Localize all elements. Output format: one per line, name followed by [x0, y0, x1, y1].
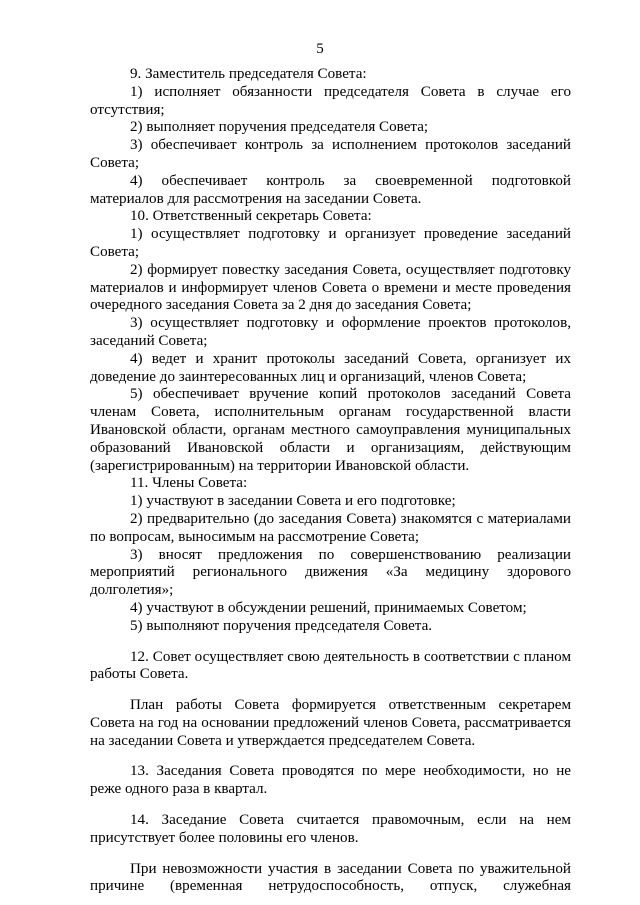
paragraph: 2) предварительно (до заседания Совета) знакомятся с материалами по вопросам, выносимым на рассмотрение Совета; — [90, 510, 571, 545]
paragraph: 2) выполняет поручения председателя Совета; — [130, 119, 429, 136]
paragraph: 4) ведет и хранит протоколы заседаний Совета, организует их доведение до заинтересованных лиц и организаций, членов Совета; — [90, 350, 571, 385]
paragraph: 5) выполняют поручения председателя Совета. — [130, 617, 433, 634]
paragraph: 13. Заседания Совета проводятся по мере необходимости, но не реже одного раза в квартал. — [90, 763, 571, 798]
paragraph: 2) формирует повестку заседания Совета, осуществляет подготовку материалов и информирует членов Совета о времени и месте проведения очередного заседания Совета за 2 дня до заседания Совета; — [90, 261, 571, 314]
paragraph: 1) исполняет обязанности председателя Совета в случае его отсутствия; — [90, 83, 571, 118]
document-body — [90, 66, 571, 896]
paragraph: При невозможности участия в заседании Совета по уважительной причине (временная нетрудоспособность, отпуск, служебная — [90, 860, 571, 895]
paragraph: 3) осуществляет подготовку и оформление проектов протоколов, заседаний Совета; — [90, 315, 571, 349]
paragraph: 14. Заседание Совета считается правомочным, если на нем присутствует более половины его членов. — [90, 812, 571, 846]
paragraph: 10. Ответственный секретарь Совета: — [130, 208, 372, 225]
paragraph: 11. Члены Совета: — [130, 475, 248, 492]
paragraph: 9. Заместитель председателя Совета: — [130, 66, 367, 82]
paragraph: 3) обеспечивает контроль за исполнением протоколов заседаний Совета; — [90, 137, 571, 171]
paragraph: 12. Совет осуществляет свою деятельность в соответствии с планом работы Совета. — [90, 648, 571, 683]
paragraph: 3) вносят предложения по совершенствованию реализации мероприятий регионального движения «За медицину здорового долголетия»; — [90, 546, 571, 599]
paragraph: 1) осуществляет подготовку и организует проведение заседаний Совета; — [90, 226, 571, 260]
page-number: 5 — [316, 41, 324, 57]
paragraph: 1) участвуют в заседании Совета и его подготовке; — [130, 493, 456, 510]
paragraph: План работы Совета формируется ответственным секретарем Совета на год на основании предложений членов Совета, рассматривается на заседании Совета и утверждается председателем Совета. — [90, 697, 571, 749]
paragraph: 4) участвуют в обсуждении решений, принимаемых Советом; — [130, 599, 527, 616]
paragraph: 5) обеспечивает вручение копий протоколов заседаний Совета членам Совета, исполнительным органам государственной власти Ивановской области, органам местного самоуправления муниципальных образований Ивановской области и организациям, действующим (зарегистрированным) на территории Ивановской области. — [90, 386, 571, 474]
paragraph: 4) обеспечивает контроль за своевременной подготовкой материалов для рассмотрения на заседании Совета. — [90, 172, 571, 207]
